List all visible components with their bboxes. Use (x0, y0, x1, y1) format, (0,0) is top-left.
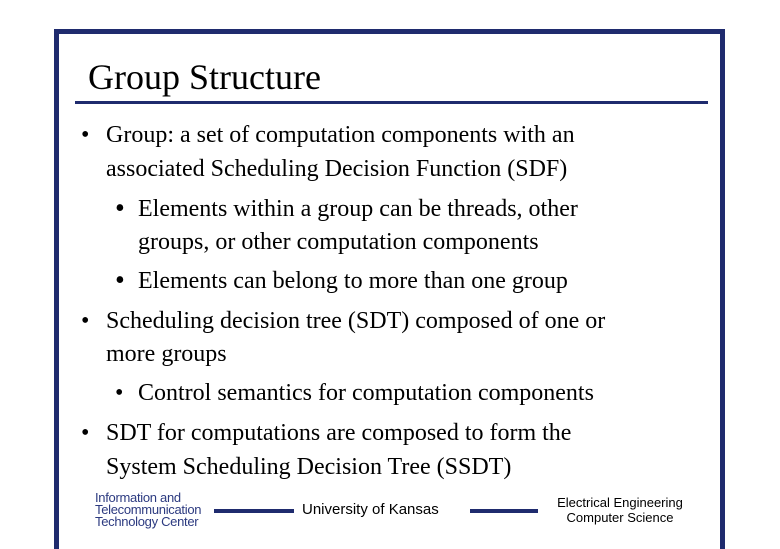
sub-bullet-text: Elements can belong to more than one group (138, 268, 568, 294)
bullet-marker: • (81, 122, 90, 148)
bullet-text: more groups (106, 341, 227, 367)
footer-university: University of Kansas (302, 501, 439, 518)
bullet-text: Group: a set of computation components with an (106, 122, 575, 148)
bullet-marker: • (81, 308, 90, 334)
title-underline (75, 101, 708, 104)
sub-bullet-marker: • (115, 265, 125, 296)
bullet-text: Scheduling decision tree (SDT) composed of one or (106, 308, 606, 334)
bullet-text: associated Scheduling Decision Function (SDF) (106, 156, 568, 182)
bullet-text: SDT for computations are composed to form the (106, 420, 572, 446)
footer-rule-right (470, 509, 538, 513)
sub-bullet-text: Control semantics for computation components (138, 380, 594, 406)
sub-bullet-text: Elements within a group can be threads, other (138, 196, 578, 222)
bullet-text: System Scheduling Decision Tree (SSDT) (106, 454, 512, 480)
ittc-logo-line: Telecommunication (95, 502, 202, 517)
ittc-logo-line: Information and (95, 490, 181, 505)
slide-title: Group Structure (88, 57, 321, 97)
ittc-logo-line: Technology Center (95, 514, 199, 529)
sub-bullet-marker: • (115, 193, 125, 224)
footer-department (540, 495, 700, 525)
sub-bullet-text: groups, or other computation components (138, 229, 539, 255)
footer-department-line1: Electrical Engineering (557, 495, 683, 510)
footer-rule-left (214, 509, 294, 513)
sub-bullet-marker: • (115, 380, 124, 406)
bullet-marker: • (81, 420, 90, 446)
footer-department-line2: Computer Science (566, 510, 674, 525)
